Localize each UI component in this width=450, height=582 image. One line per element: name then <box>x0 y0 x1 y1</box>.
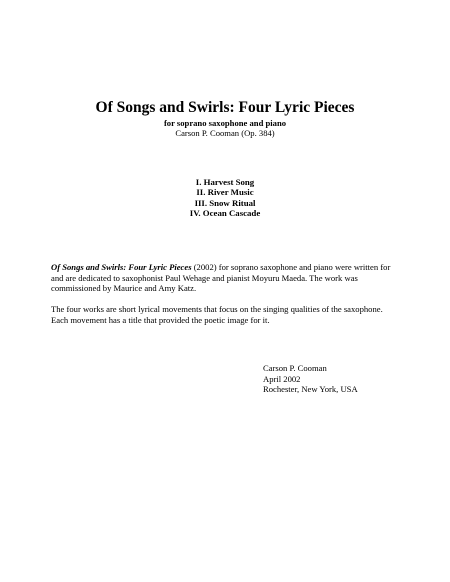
movement-item: III. Snow Ritual <box>194 197 256 208</box>
program-notes <box>51 262 401 336</box>
signature-name: Carson P. Cooman <box>263 363 327 373</box>
work-title: Of Songs and Swirls: Four Lyric Pieces <box>95 99 355 116</box>
instrumentation-subtitle: for soprano saxophone and piano <box>163 118 287 128</box>
notes-paragraph-2: The four works are short lyrical movements that focus on the singing qualities of the saxophone. Each movement has a title that provided the poetic image for it. <box>51 304 383 325</box>
notes-work-title: Of Songs and Swirls: Four Lyric Pieces <box>51 262 192 272</box>
movement-item: IV. Ocean Cascade <box>189 208 261 219</box>
signature-block <box>263 363 358 395</box>
signature-place: Rochester, New York, USA <box>263 384 358 395</box>
movement-item: I. Harvest Song <box>195 177 255 187</box>
notes-paragraph-1 <box>51 262 401 294</box>
signature-date: April 2002 <box>263 373 301 384</box>
composer-opus: Carson P. Cooman (Op. 384) <box>175 128 275 138</box>
movement-item: II. River Music <box>196 187 254 198</box>
notes-paragraph-1-text: (2002) for soprano saxophone and piano were written for and are dedicated to saxophonist Paul Wehage and pianist Moyuru Maeda. The work was commissioned by Maurice and Amy Katz. <box>51 262 391 294</box>
movement-list <box>0 177 450 219</box>
